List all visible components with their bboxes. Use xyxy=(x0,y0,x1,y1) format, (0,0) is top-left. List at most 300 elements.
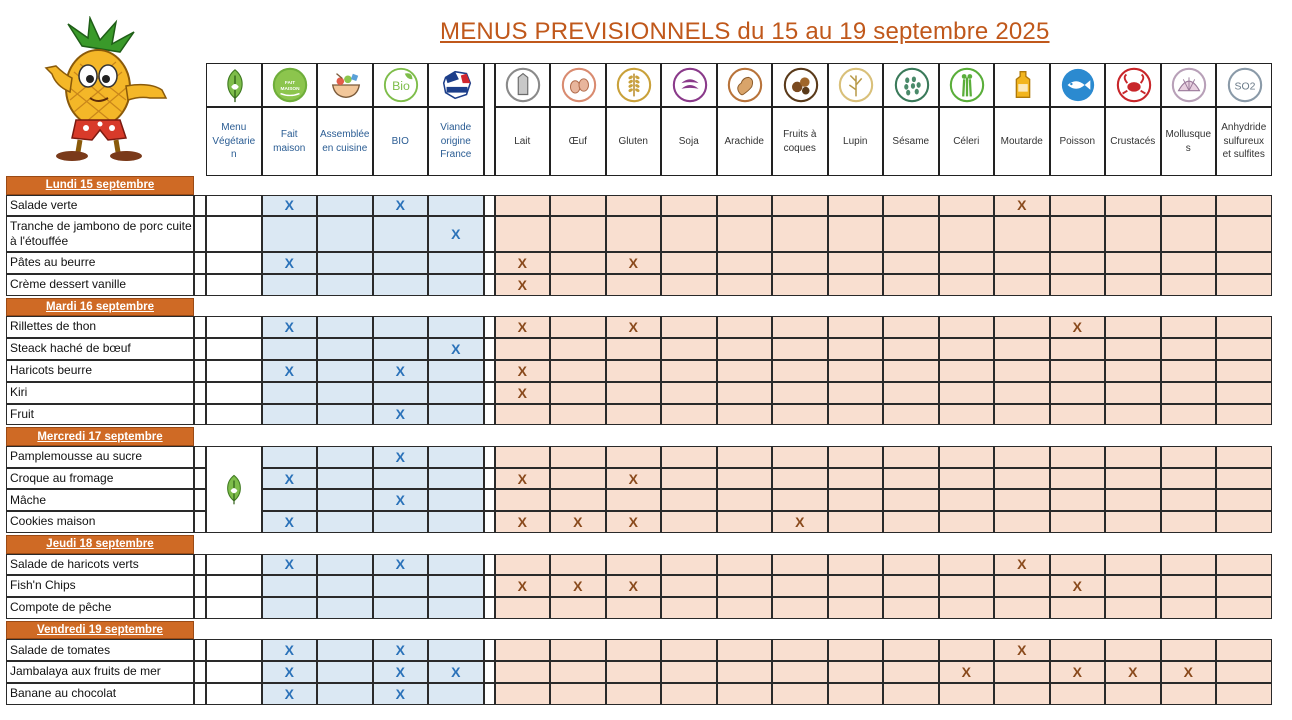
cell-veg xyxy=(206,195,262,217)
cell-sesame xyxy=(883,252,939,274)
mark-x: X xyxy=(395,685,405,702)
cell-fait xyxy=(262,195,318,217)
cell-gluten xyxy=(606,274,662,296)
header-label-cell-crustaces xyxy=(1105,107,1161,176)
cell-crustaces xyxy=(1105,468,1161,490)
cell-bio xyxy=(373,489,429,511)
cell-oeuf xyxy=(550,360,606,382)
cell-mollusques xyxy=(1161,554,1217,576)
cell-moutarde xyxy=(994,274,1050,296)
header-icon-cell-bio xyxy=(373,63,429,107)
cell-gluten xyxy=(606,575,662,597)
cell-crustaces xyxy=(1105,446,1161,468)
column-label-lupin: Lupin xyxy=(843,135,868,147)
cell-veg xyxy=(206,404,262,426)
cell-fruits xyxy=(772,274,828,296)
cell-soja xyxy=(661,274,717,296)
row-gap-middle xyxy=(484,683,495,705)
cell-veg xyxy=(206,683,262,705)
row-gap-left xyxy=(194,404,206,426)
cell-celeri xyxy=(939,274,995,296)
header-label-cell-lait xyxy=(495,107,551,176)
cell-viande xyxy=(428,468,484,490)
mark-x: X xyxy=(517,578,527,595)
cell-arachide xyxy=(717,216,773,252)
cell-gluten xyxy=(606,511,662,533)
cell-mollusques xyxy=(1161,639,1217,661)
mark-x: X xyxy=(1017,556,1027,573)
milk-icon xyxy=(504,66,542,104)
mark-x: X xyxy=(1072,664,1082,681)
cell-bio xyxy=(373,382,429,404)
cell-lupin xyxy=(828,446,884,468)
day-band: Vendredi 19 septembre xyxy=(6,621,194,640)
cell-assem xyxy=(317,639,373,661)
row-gap-middle xyxy=(484,597,495,619)
cell-crustaces xyxy=(1105,316,1161,338)
cell-assem xyxy=(317,404,373,426)
cell-crustaces xyxy=(1105,195,1161,217)
cell-celeri xyxy=(939,489,995,511)
cell-lupin xyxy=(828,661,884,683)
cell-lupin xyxy=(828,316,884,338)
cell-oeuf xyxy=(550,216,606,252)
mark-x: X xyxy=(284,362,294,379)
svg-text:MAISON: MAISON xyxy=(280,86,300,92)
cell-sesame xyxy=(883,360,939,382)
cell-sesame xyxy=(883,575,939,597)
cell-soja xyxy=(661,195,717,217)
cell-assem xyxy=(317,468,373,490)
mark-x: X xyxy=(628,578,638,595)
row-gap-left xyxy=(194,468,206,490)
cell-fruits xyxy=(772,575,828,597)
cell-sesame xyxy=(883,511,939,533)
dish-name: Compote de pêche xyxy=(6,597,194,619)
cell-crustaces xyxy=(1105,274,1161,296)
dish-name: Salade de haricots verts xyxy=(6,554,194,576)
header-icon-cell-celeri xyxy=(939,63,995,107)
mark-x: X xyxy=(517,319,527,336)
cell-poisson xyxy=(1050,404,1106,426)
cell-fait xyxy=(262,382,318,404)
cell-crustaces xyxy=(1105,661,1161,683)
cell-lupin xyxy=(828,575,884,597)
dish-name: Steack haché de bœuf xyxy=(6,338,194,360)
cell-moutarde xyxy=(994,661,1050,683)
cell-gluten xyxy=(606,446,662,468)
row-gap-left xyxy=(194,216,206,252)
cell-fruits xyxy=(772,683,828,705)
cell-sesame xyxy=(883,446,939,468)
cell-crustaces xyxy=(1105,404,1161,426)
mark-x: X xyxy=(284,197,294,214)
header-label-cell-viande xyxy=(428,107,484,176)
mark-x: X xyxy=(517,362,527,379)
cell-gluten xyxy=(606,554,662,576)
row-gap-left xyxy=(194,639,206,661)
cell-gluten xyxy=(606,597,662,619)
row-gap-left xyxy=(194,511,206,533)
cell-mollusques xyxy=(1161,468,1217,490)
cell-moutarde xyxy=(994,252,1050,274)
cell-mollusques xyxy=(1161,575,1217,597)
cell-soja xyxy=(661,338,717,360)
cell-gluten xyxy=(606,338,662,360)
cell-assem xyxy=(317,446,373,468)
cell-assem xyxy=(317,489,373,511)
cell-fruits xyxy=(772,489,828,511)
cell-arachide xyxy=(717,554,773,576)
egg-icon xyxy=(560,66,598,104)
mark-x: X xyxy=(517,255,527,272)
mark-x: X xyxy=(573,514,583,531)
cell-so2 xyxy=(1216,511,1272,533)
row-gap-middle xyxy=(484,274,495,296)
header-icon-cell-lait xyxy=(495,63,551,107)
mark-x: X xyxy=(628,255,638,272)
cell-moutarde xyxy=(994,554,1050,576)
cell-oeuf xyxy=(550,683,606,705)
cell-veg xyxy=(206,554,262,576)
cell-oeuf xyxy=(550,575,606,597)
cell-assem xyxy=(317,338,373,360)
cell-bio xyxy=(373,511,429,533)
so2-icon xyxy=(1226,66,1264,104)
cell-veg xyxy=(206,597,262,619)
cell-arachide xyxy=(717,683,773,705)
cell-poisson xyxy=(1050,575,1106,597)
column-label-celeri: Céleri xyxy=(953,135,980,147)
mark-x: X xyxy=(284,642,294,659)
cell-fait xyxy=(262,639,318,661)
mark-x: X xyxy=(451,226,461,243)
cell-assem xyxy=(317,316,373,338)
cell-mollusques xyxy=(1161,661,1217,683)
mark-x: X xyxy=(395,406,405,423)
cell-lait xyxy=(495,639,551,661)
cell-fruits xyxy=(772,195,828,217)
mustard-icon xyxy=(1004,66,1042,104)
cell-fruits xyxy=(772,382,828,404)
cell-soja xyxy=(661,382,717,404)
cell-viande xyxy=(428,360,484,382)
cell-so2 xyxy=(1216,575,1272,597)
leaf-icon xyxy=(216,66,254,104)
cell-poisson xyxy=(1050,468,1106,490)
cell-soja xyxy=(661,468,717,490)
row-gap-middle xyxy=(484,489,495,511)
cell-fait xyxy=(262,468,318,490)
mark-x: X xyxy=(395,642,405,659)
cell-assem xyxy=(317,216,373,252)
cell-poisson xyxy=(1050,639,1106,661)
cell-mollusques xyxy=(1161,216,1217,252)
cell-celeri xyxy=(939,597,995,619)
pineapple-mascot-icon xyxy=(30,16,180,166)
cell-fruits xyxy=(772,316,828,338)
cell-bio xyxy=(373,683,429,705)
cell-fruits xyxy=(772,360,828,382)
cell-lait xyxy=(495,597,551,619)
cell-fait xyxy=(262,575,318,597)
cell-viande xyxy=(428,338,484,360)
cell-lupin xyxy=(828,216,884,252)
cell-gluten xyxy=(606,316,662,338)
cell-arachide xyxy=(717,195,773,217)
cell-fait xyxy=(262,511,318,533)
cell-poisson xyxy=(1050,338,1106,360)
header-icon-cell-sesame xyxy=(883,63,939,107)
cell-fruits xyxy=(772,597,828,619)
header-icon-cell-so2 xyxy=(1216,63,1272,107)
cell-fruits xyxy=(772,554,828,576)
cell-fait xyxy=(262,661,318,683)
cell-veg xyxy=(206,382,262,404)
dish-name: Haricots beurre xyxy=(6,360,194,382)
column-label-oeuf: Œuf xyxy=(568,135,587,147)
cell-arachide xyxy=(717,489,773,511)
dish-name: Pâtes au beurre xyxy=(6,252,194,274)
bio-leaf-icon xyxy=(382,66,420,104)
vegetarian-day-cell xyxy=(206,446,262,533)
row-gap-middle xyxy=(484,338,495,360)
cell-fait xyxy=(262,683,318,705)
cell-lait xyxy=(495,382,551,404)
dish-name: Crème dessert vanille xyxy=(6,274,194,296)
header-icon-cell-fait xyxy=(262,63,318,107)
cell-poisson xyxy=(1050,661,1106,683)
cell-lupin xyxy=(828,489,884,511)
dish-name: Cookies maison xyxy=(6,511,194,533)
cell-soja xyxy=(661,216,717,252)
dish-name: Banane au chocolat xyxy=(6,683,194,705)
cell-veg xyxy=(206,360,262,382)
cell-gluten xyxy=(606,216,662,252)
header-gap-left xyxy=(484,63,495,176)
header-label-cell-oeuf xyxy=(550,107,606,176)
cell-crustaces xyxy=(1105,489,1161,511)
header-icon-cell-moutarde xyxy=(994,63,1050,107)
cell-lupin xyxy=(828,639,884,661)
header-icon-cell-crustaces xyxy=(1105,63,1161,107)
cell-moutarde xyxy=(994,489,1050,511)
cell-viande xyxy=(428,489,484,511)
cell-fait xyxy=(262,554,318,576)
mark-x: X xyxy=(284,664,294,681)
cell-poisson xyxy=(1050,216,1106,252)
dish-name: Mâche xyxy=(6,489,194,511)
cell-fruits xyxy=(772,216,828,252)
cell-lait xyxy=(495,195,551,217)
cell-veg xyxy=(206,661,262,683)
header-label-cell-sesame xyxy=(883,107,939,176)
peanut-icon xyxy=(726,66,764,104)
cell-gluten xyxy=(606,195,662,217)
column-label-assem: Assemblée en cuisine xyxy=(320,129,370,154)
cell-fait xyxy=(262,446,318,468)
cell-celeri xyxy=(939,661,995,683)
cell-lupin xyxy=(828,360,884,382)
cell-lait xyxy=(495,446,551,468)
column-label-veg: Menu Végétarie n xyxy=(212,122,256,161)
vegetarian-leaf-icon xyxy=(217,472,251,506)
cell-celeri xyxy=(939,683,995,705)
cell-oeuf xyxy=(550,382,606,404)
cell-veg xyxy=(206,316,262,338)
header-label-cell-moutarde xyxy=(994,107,1050,176)
cell-gluten xyxy=(606,661,662,683)
header-icon-cell-poisson xyxy=(1050,63,1106,107)
row-gap-left xyxy=(194,597,206,619)
cell-assem xyxy=(317,597,373,619)
cell-celeri xyxy=(939,195,995,217)
cell-soja xyxy=(661,639,717,661)
cell-so2 xyxy=(1216,338,1272,360)
cell-arachide xyxy=(717,252,773,274)
cell-fruits xyxy=(772,252,828,274)
mark-x: X xyxy=(1128,664,1138,681)
mark-x: X xyxy=(284,319,294,336)
header-label-cell-soja xyxy=(661,107,717,176)
cell-mollusques xyxy=(1161,683,1217,705)
cell-lupin xyxy=(828,597,884,619)
cell-veg xyxy=(206,216,262,252)
row-gap-left xyxy=(194,446,206,468)
cell-soja xyxy=(661,360,717,382)
cell-moutarde xyxy=(994,575,1050,597)
cell-oeuf xyxy=(550,468,606,490)
dish-name: Salade verte xyxy=(6,195,194,217)
cell-lait xyxy=(495,511,551,533)
cell-viande xyxy=(428,575,484,597)
cell-crustaces xyxy=(1105,597,1161,619)
column-label-sesame: Sésame xyxy=(892,135,930,147)
row-gap-middle xyxy=(484,404,495,426)
cell-bio xyxy=(373,575,429,597)
cell-sesame xyxy=(883,489,939,511)
cell-fait xyxy=(262,252,318,274)
cell-moutarde xyxy=(994,446,1050,468)
mark-x: X xyxy=(451,341,461,358)
cell-oeuf xyxy=(550,597,606,619)
cell-lait xyxy=(495,661,551,683)
column-label-crustaces: Crustacés xyxy=(1110,135,1156,147)
cell-mollusques xyxy=(1161,338,1217,360)
cell-mollusques xyxy=(1161,382,1217,404)
cell-veg xyxy=(206,575,262,597)
row-gap-middle xyxy=(484,575,495,597)
dish-name: Fish'n Chips xyxy=(6,575,194,597)
cell-lait xyxy=(495,404,551,426)
cell-celeri xyxy=(939,511,995,533)
cell-so2 xyxy=(1216,274,1272,296)
cell-viande xyxy=(428,274,484,296)
row-gap-middle xyxy=(484,511,495,533)
cell-celeri xyxy=(939,382,995,404)
cell-soja xyxy=(661,554,717,576)
cell-mollusques xyxy=(1161,316,1217,338)
cell-assem xyxy=(317,195,373,217)
cell-lupin xyxy=(828,195,884,217)
column-label-poisson: Poisson xyxy=(1059,135,1096,147)
cell-bio xyxy=(373,274,429,296)
cell-celeri xyxy=(939,468,995,490)
header-label-cell-fruits xyxy=(772,107,828,176)
cell-oeuf xyxy=(550,338,606,360)
cell-so2 xyxy=(1216,468,1272,490)
cell-soja xyxy=(661,575,717,597)
cell-viande xyxy=(428,683,484,705)
column-label-arachide: Arachide xyxy=(724,135,764,147)
cell-moutarde xyxy=(994,511,1050,533)
fish-icon xyxy=(1059,66,1097,104)
cell-oeuf xyxy=(550,274,606,296)
cell-moutarde xyxy=(994,468,1050,490)
dish-name: Croque au fromage xyxy=(6,468,194,490)
cell-fait xyxy=(262,489,318,511)
cell-soja xyxy=(661,446,717,468)
column-label-so2: Anhydride sulfureux et sulfites xyxy=(1221,122,1267,161)
row-gap-middle xyxy=(484,661,495,683)
cell-arachide xyxy=(717,446,773,468)
cell-lait xyxy=(495,468,551,490)
mark-x: X xyxy=(628,514,638,531)
header-icon-cell-mollusques xyxy=(1161,63,1217,107)
cell-mollusques xyxy=(1161,252,1217,274)
cell-viande xyxy=(428,661,484,683)
header-icon-cell-veg xyxy=(206,63,262,107)
cell-bio xyxy=(373,404,429,426)
cell-poisson xyxy=(1050,195,1106,217)
cell-celeri xyxy=(939,575,995,597)
row-gap-left xyxy=(194,661,206,683)
cell-crustaces xyxy=(1105,683,1161,705)
header-icon-cell-gluten xyxy=(606,63,662,107)
cell-celeri xyxy=(939,639,995,661)
row-gap-left xyxy=(194,683,206,705)
cell-oeuf xyxy=(550,252,606,274)
cell-poisson xyxy=(1050,597,1106,619)
page-title: MENUS PREVISIONNELS du 15 au 19 septembre 2025 xyxy=(440,18,1050,45)
mark-x: X xyxy=(1072,578,1082,595)
header-label-cell-poisson xyxy=(1050,107,1106,176)
row-gap-left xyxy=(194,382,206,404)
cell-mollusques xyxy=(1161,597,1217,619)
cell-oeuf xyxy=(550,489,606,511)
header-label-cell-gluten xyxy=(606,107,662,176)
cell-fait xyxy=(262,338,318,360)
cell-mollusques xyxy=(1161,446,1217,468)
cell-poisson xyxy=(1050,446,1106,468)
cell-lait xyxy=(495,316,551,338)
cell-sesame xyxy=(883,216,939,252)
cell-assem xyxy=(317,382,373,404)
cell-sesame xyxy=(883,661,939,683)
lupin-icon xyxy=(837,66,875,104)
cell-assem xyxy=(317,252,373,274)
cell-lait xyxy=(495,683,551,705)
cell-gluten xyxy=(606,404,662,426)
dish-name: Jambalaya aux fruits de mer xyxy=(6,661,194,683)
row-gap-middle xyxy=(484,468,495,490)
cell-lupin xyxy=(828,468,884,490)
soy-icon xyxy=(671,66,709,104)
cell-assem xyxy=(317,511,373,533)
column-label-fruits: Fruits à coques xyxy=(783,129,817,154)
cell-bio xyxy=(373,468,429,490)
cell-arachide xyxy=(717,274,773,296)
